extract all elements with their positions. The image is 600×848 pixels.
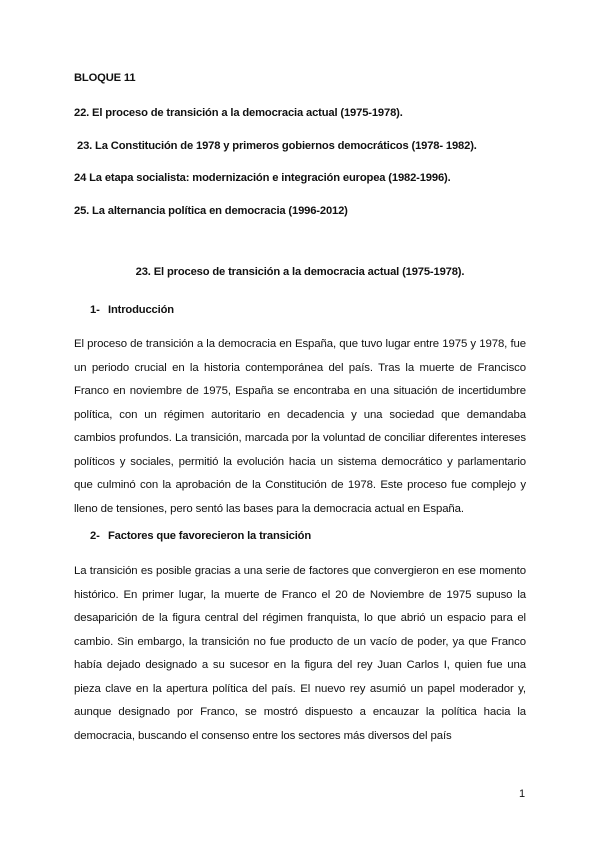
section-title: 23. El proceso de transición a la democracia actual (1975-1978). (135, 266, 465, 278)
section-heading-text: Factores que favorecieron la transición (108, 530, 312, 542)
topic-item-23: 23. La Constitución de 1978 y primeros gobiernos democráticos (1978- 1982). (77, 140, 477, 152)
section-number: 2- (90, 530, 100, 542)
topic-item-24: 24 La etapa socialista: modernización e integración europea (1982-1996). (74, 172, 451, 184)
paragraph-factores: La transición es posible gracias a una serie de factores que convergieron en ese momento histórico. En primer lugar, la muerte de Franco el 20 de Noviembre de 1975 supuso la desaparición de la figura central del régimen franquista, lo que abrió un espacio para el cambio. Sin embargo, la transición no fue producto de un vacío de poder, ya que Franco había dejado designado a su sucesor en la figura del rey Juan Carlos I, quien fue una pieza clave en la apertura política del país. El nuevo rey asumió un papel moderador y, aunque designado por Franco, se mostró dispuesto a encauzar la política hacia la democracia, buscando el consenso entre los sectores más diversos del país (74, 565, 526, 742)
topic-item-25: 25. La alternancia política en democracia (1996-2012) (74, 205, 348, 217)
paragraph-introduccion: El proceso de transición a la democracia en España, que tuvo lugar entre 1975 y 1978, fue un periodo crucial en la historia contemporánea del país. Tras la muerte de Francisco Franco en noviembre de 1975, España se encontraba en una situación de incertidumbre política, con un régimen autoritario en decadencia y una sociedad que demandaba cambios profundos. La transición, marcada por la voluntad de conciliar diferentes intereses políticos y sociales, permitió la evolución hacia un sistema democrático y parlamentario que culminó con la aprobación de la Constitución de 1978. Este proceso fue complejo y lleno de tensiones, pero sentó las bases para la democracia actual en España. (74, 338, 526, 515)
section-number: 1- (90, 304, 100, 316)
topic-item-22: 22. El proceso de transición a la democracia actual (1975-1978). (74, 107, 403, 119)
bloque-heading: BLOQUE 11 (74, 72, 136, 84)
section-heading-text: Introducción (108, 304, 174, 316)
page-number: 1 (519, 788, 526, 800)
section-heading-factores (90, 530, 311, 542)
section-heading-introduccion (90, 304, 174, 316)
